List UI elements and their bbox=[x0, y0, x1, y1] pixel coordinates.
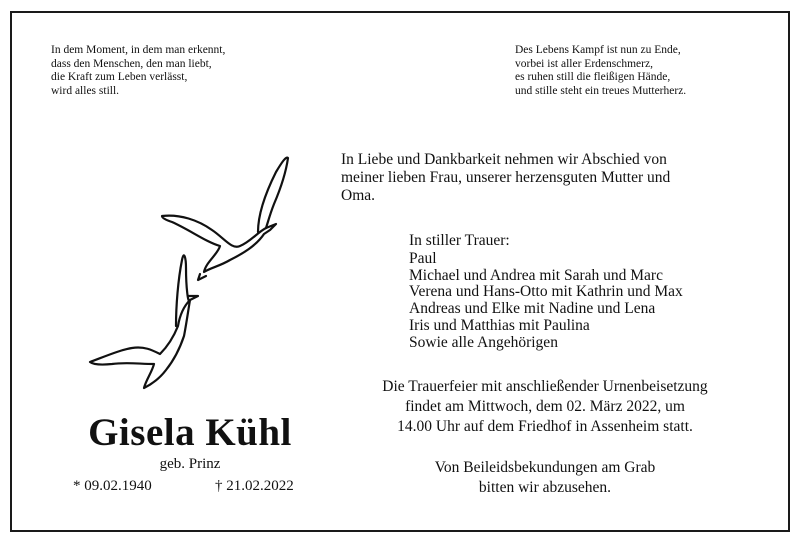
ceremony-info: Die Trauerfeier mit anschließender Urnenbeisetzung findet am Mittwoch, dem 02. März 2022, um 14.00 Uhr auf dem Friedhof in Assenheim statt. bbox=[382, 378, 708, 435]
birth-date: * 09.02.1940 bbox=[73, 478, 152, 494]
mourner-item: Verena und Hans-Otto mit Kathrin und Max bbox=[409, 283, 683, 301]
deceased-name: Gisela Kühl bbox=[88, 411, 292, 454]
mourner-item: Iris und Matthias mit Paulina bbox=[409, 316, 590, 334]
death-date: † 21.02.2022 bbox=[215, 478, 294, 494]
bird-icon bbox=[90, 255, 198, 388]
mourner-item: Sowie alle Angehörigen bbox=[409, 333, 558, 351]
mourners-list bbox=[409, 251, 683, 351]
quote-left: In dem Moment, in dem man erkennt, dass den Menschen, den man liebt, die Kraft zum Leben verlässt, wird alles still. bbox=[51, 44, 226, 97]
farewell-text: In Liebe und Dankbarkeit nehmen wir Abschied von meiner lieben Frau, unserer herzensguten Mutter und Oma. bbox=[341, 151, 671, 204]
mourner-item: Paul bbox=[409, 250, 437, 267]
quote-right: Des Lebens Kampf ist nun zu Ende, vorbei ist aller Erdenschmerz, es ruhen still die fleißigen Hände, und stille steht ein treues Mutterherz. bbox=[515, 44, 687, 97]
mourning-heading: In stiller Trauer: bbox=[409, 232, 510, 249]
mourner-item: Andreas und Elke mit Nadine und Lena bbox=[409, 300, 656, 318]
condolence-note: Von Beileidsbekundungen am Grab bitten wir abzusehen. bbox=[434, 459, 656, 496]
maiden-name: geb. Prinz bbox=[159, 456, 221, 472]
birds-illustration bbox=[80, 150, 300, 410]
mourner-item: Michael und Andrea mit Sarah und Marc bbox=[409, 266, 663, 284]
